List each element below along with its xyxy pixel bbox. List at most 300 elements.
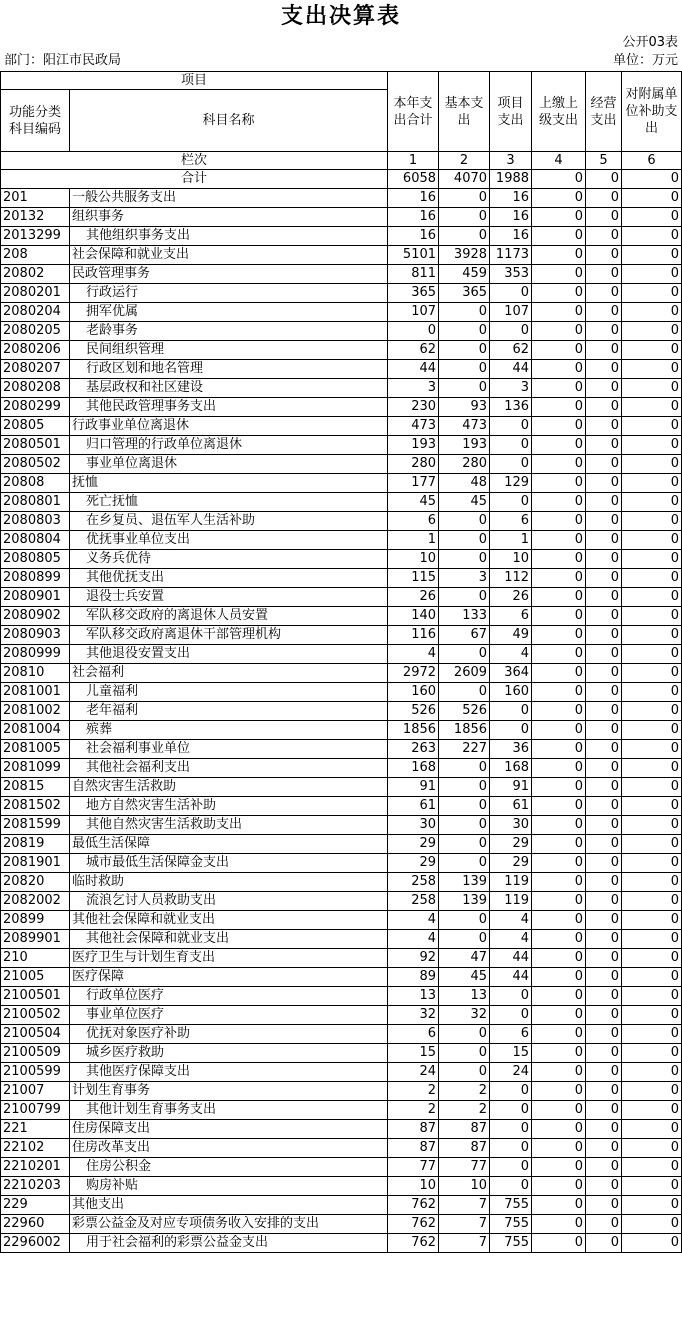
amount-cell: 0 [622, 1139, 682, 1158]
amount-cell: 459 [439, 265, 490, 284]
table-row [1, 360, 682, 379]
amount-cell: 0 [622, 987, 682, 1006]
amount-cell: 353 [490, 265, 532, 284]
subject-code: 2080201 [1, 284, 70, 303]
amount-cell: 0 [532, 816, 586, 835]
amount-cell: 0 [586, 189, 622, 208]
amount-cell: 0 [622, 1215, 682, 1234]
amount-cell: 0 [439, 816, 490, 835]
amount-cell: 0 [532, 360, 586, 379]
amount-cell: 29 [388, 854, 439, 873]
amount-cell: 0 [586, 341, 622, 360]
amount-cell: 91 [490, 778, 532, 797]
subject-name: 老龄事务 [70, 322, 388, 341]
amount-cell: 2972 [388, 664, 439, 683]
subject-name: 自然灾害生活救助 [70, 778, 388, 797]
amount-cell: 87 [439, 1120, 490, 1139]
subject-code: 2080501 [1, 436, 70, 455]
amount-cell: 0 [622, 911, 682, 930]
amount-cell: 0 [532, 1196, 586, 1215]
amount-cell: 0 [622, 474, 682, 493]
amount-cell: 0 [532, 265, 586, 284]
table-row [1, 455, 682, 474]
amount-cell: 92 [388, 949, 439, 968]
table-row [1, 246, 682, 265]
table-row [1, 740, 682, 759]
amount-cell: 0 [622, 322, 682, 341]
amount-cell: 258 [388, 892, 439, 911]
amount-cell: 0 [532, 778, 586, 797]
amount-cell: 0 [490, 322, 532, 341]
amount-cell: 280 [439, 455, 490, 474]
amount-cell: 0 [622, 417, 682, 436]
subject-code: 20819 [1, 835, 70, 854]
subject-name: 义务兵优待 [70, 550, 388, 569]
subject-code: 22102 [1, 1139, 70, 1158]
amount-cell: 0 [622, 455, 682, 474]
amount-cell: 0 [532, 683, 586, 702]
amount-cell: 0 [532, 227, 586, 246]
subject-name: 最低生活保障 [70, 835, 388, 854]
amount-cell: 0 [532, 911, 586, 930]
amount-cell: 0 [532, 645, 586, 664]
amount-cell: 112 [490, 569, 532, 588]
amount-cell: 0 [586, 702, 622, 721]
subject-name: 社会福利事业单位 [70, 740, 388, 759]
amount-cell: 0 [586, 227, 622, 246]
table-row [1, 778, 682, 797]
amount-cell: 0 [586, 626, 622, 645]
table-row [1, 1006, 682, 1025]
amount-cell: 0 [586, 721, 622, 740]
subject-code: 2081599 [1, 816, 70, 835]
amount-cell: 139 [439, 873, 490, 892]
subject-code: 2080901 [1, 588, 70, 607]
amount-cell: 26 [490, 588, 532, 607]
amount-cell: 0 [622, 892, 682, 911]
amount-cell: 32 [439, 1006, 490, 1025]
table-row [1, 341, 682, 360]
amount-cell: 0 [586, 778, 622, 797]
table-row [1, 930, 682, 949]
subject-name: 彩票公益金及对应专项债务收入安排的支出 [70, 1215, 388, 1234]
subject-code: 2080204 [1, 303, 70, 322]
amount-cell: 0 [586, 474, 622, 493]
amount-cell: 45 [439, 493, 490, 512]
subject-code: 2080899 [1, 569, 70, 588]
amount-cell: 0 [439, 227, 490, 246]
amount-cell: 0 [532, 626, 586, 645]
amount-cell: 133 [439, 607, 490, 626]
amount-cell: 0 [586, 835, 622, 854]
amount-cell: 0 [532, 436, 586, 455]
amount-cell: 0 [586, 246, 622, 265]
amount-cell: 0 [622, 702, 682, 721]
amount-cell: 0 [622, 360, 682, 379]
header-col-6: 对附属单位补助支出 [622, 72, 682, 152]
amount-cell: 0 [439, 778, 490, 797]
amount-cell: 0 [532, 930, 586, 949]
amount-cell: 0 [532, 550, 586, 569]
amount-cell: 0 [586, 303, 622, 322]
subject-code: 20815 [1, 778, 70, 797]
table-row [1, 588, 682, 607]
subject-name: 计划生育事务 [70, 1082, 388, 1101]
amount-cell: 29 [490, 854, 532, 873]
subject-name: 基层政权和社区建设 [70, 379, 388, 398]
amount-cell: 0 [622, 569, 682, 588]
amount-cell: 0 [439, 835, 490, 854]
amount-cell: 0 [622, 493, 682, 512]
subject-code: 2082002 [1, 892, 70, 911]
subject-code: 20810 [1, 664, 70, 683]
amount-cell: 0 [622, 379, 682, 398]
amount-cell: 7 [439, 1215, 490, 1234]
amount-cell: 0 [490, 436, 532, 455]
amount-cell: 16 [388, 189, 439, 208]
amount-cell: 755 [490, 1215, 532, 1234]
subject-code: 2210201 [1, 1158, 70, 1177]
amount-cell: 0 [532, 246, 586, 265]
amount-cell: 119 [490, 873, 532, 892]
amount-cell: 15 [490, 1044, 532, 1063]
col-num-5: 5 [586, 152, 622, 170]
header-code: 功能分类科目编码 [1, 90, 70, 152]
amount-cell: 6 [388, 1025, 439, 1044]
amount-cell: 0 [532, 949, 586, 968]
table-row [1, 417, 682, 436]
amount-cell: 0 [532, 341, 586, 360]
subject-name: 临时救助 [70, 873, 388, 892]
subject-code: 2080502 [1, 455, 70, 474]
amount-cell: 3928 [439, 246, 490, 265]
amount-cell: 0 [439, 930, 490, 949]
amount-cell: 4 [490, 911, 532, 930]
amount-cell: 0 [490, 1177, 532, 1196]
amount-cell: 0 [439, 303, 490, 322]
amount-cell: 0 [586, 607, 622, 626]
amount-cell: 116 [388, 626, 439, 645]
amount-cell: 0 [586, 455, 622, 474]
amount-cell: 0 [586, 588, 622, 607]
amount-cell: 0 [586, 550, 622, 569]
subject-code: 2100502 [1, 1006, 70, 1025]
amount-cell: 0 [586, 1120, 622, 1139]
subject-code: 2081001 [1, 683, 70, 702]
amount-cell: 0 [532, 892, 586, 911]
subject-name: 其他社会保障和就业支出 [70, 911, 388, 930]
subject-name: 其他支出 [70, 1196, 388, 1215]
subject-name: 医疗保障 [70, 968, 388, 987]
subject-name: 其他医疗保障支出 [70, 1063, 388, 1082]
total-value: 0 [532, 170, 586, 189]
amount-cell: 4 [490, 645, 532, 664]
amount-cell: 280 [388, 455, 439, 474]
table-row [1, 436, 682, 455]
subject-code: 2089901 [1, 930, 70, 949]
amount-cell: 0 [622, 835, 682, 854]
subject-name: 其他社会保障和就业支出 [70, 930, 388, 949]
amount-cell: 61 [490, 797, 532, 816]
amount-cell: 0 [586, 1101, 622, 1120]
amount-cell: 0 [586, 417, 622, 436]
subject-name: 事业单位离退休 [70, 455, 388, 474]
amount-cell: 0 [586, 892, 622, 911]
table-row [1, 1234, 682, 1253]
amount-cell: 762 [388, 1215, 439, 1234]
amount-cell: 0 [586, 854, 622, 873]
total-value: 0 [622, 170, 682, 189]
amount-cell: 0 [439, 645, 490, 664]
amount-cell: 0 [532, 759, 586, 778]
table-row [1, 645, 682, 664]
amount-cell: 0 [532, 588, 586, 607]
amount-cell: 0 [532, 474, 586, 493]
subject-name: 拥军优属 [70, 303, 388, 322]
amount-cell: 0 [622, 740, 682, 759]
table-row [1, 1158, 682, 1177]
total-label: 合计 [1, 170, 388, 189]
amount-cell: 0 [622, 721, 682, 740]
amount-cell: 0 [532, 1120, 586, 1139]
table-row [1, 759, 682, 778]
amount-cell: 10 [388, 1177, 439, 1196]
amount-cell: 0 [586, 531, 622, 550]
subject-name: 其他优抚支出 [70, 569, 388, 588]
subject-name: 行政区划和地名管理 [70, 360, 388, 379]
amount-cell: 3 [439, 569, 490, 588]
amount-cell: 119 [490, 892, 532, 911]
amount-cell: 6 [490, 1025, 532, 1044]
amount-cell: 107 [388, 303, 439, 322]
subject-name: 一般公共服务支出 [70, 189, 388, 208]
amount-cell: 0 [622, 512, 682, 531]
amount-cell: 0 [622, 189, 682, 208]
total-value: 1988 [490, 170, 532, 189]
table-row [1, 322, 682, 341]
amount-cell: 0 [532, 379, 586, 398]
amount-cell: 230 [388, 398, 439, 417]
amount-cell: 0 [586, 208, 622, 227]
subject-name: 民政管理事务 [70, 265, 388, 284]
amount-cell: 0 [439, 588, 490, 607]
table-row [1, 379, 682, 398]
table-row [1, 189, 682, 208]
table-row [1, 1196, 682, 1215]
amount-cell: 0 [586, 740, 622, 759]
subject-code: 2081004 [1, 721, 70, 740]
subject-code: 22960 [1, 1215, 70, 1234]
amount-cell: 0 [586, 398, 622, 417]
amount-cell: 2 [439, 1082, 490, 1101]
subject-code: 221 [1, 1120, 70, 1139]
subject-code: 2080902 [1, 607, 70, 626]
amount-cell: 4 [388, 930, 439, 949]
amount-cell: 0 [586, 1177, 622, 1196]
amount-cell: 45 [388, 493, 439, 512]
table-row [1, 303, 682, 322]
subject-name: 民间组织管理 [70, 341, 388, 360]
subject-name: 事业单位医疗 [70, 1006, 388, 1025]
table-row [1, 968, 682, 987]
amount-cell: 4 [490, 930, 532, 949]
header-col-3: 项目支出 [490, 72, 532, 152]
amount-cell: 0 [490, 1082, 532, 1101]
amount-cell: 755 [490, 1196, 532, 1215]
amount-cell: 0 [532, 664, 586, 683]
amount-cell: 0 [622, 208, 682, 227]
amount-cell: 0 [586, 1025, 622, 1044]
amount-cell: 755 [490, 1234, 532, 1253]
amount-cell: 0 [490, 493, 532, 512]
amount-cell: 0 [586, 1044, 622, 1063]
unit-label: 单位：万元 [612, 53, 678, 68]
subject-code: 2100799 [1, 1101, 70, 1120]
table-row [1, 512, 682, 531]
amount-cell: 0 [532, 854, 586, 873]
amount-cell: 0 [490, 284, 532, 303]
subject-code: 20808 [1, 474, 70, 493]
amount-cell: 24 [490, 1063, 532, 1082]
amount-cell: 0 [532, 1101, 586, 1120]
amount-cell: 0 [439, 531, 490, 550]
amount-cell: 0 [586, 1139, 622, 1158]
subject-name: 殡葬 [70, 721, 388, 740]
subject-code: 2081005 [1, 740, 70, 759]
amount-cell: 0 [622, 1044, 682, 1063]
amount-cell: 0 [622, 265, 682, 284]
total-row [1, 170, 682, 189]
subject-name: 用于社会福利的彩票公益金支出 [70, 1234, 388, 1253]
subject-name: 其他计划生育事务支出 [70, 1101, 388, 1120]
amount-cell: 0 [439, 341, 490, 360]
table-row [1, 987, 682, 1006]
subject-name: 社会保障和就业支出 [70, 246, 388, 265]
subject-code: 2080801 [1, 493, 70, 512]
subject-code: 20802 [1, 265, 70, 284]
subject-name: 城市最低生活保障金支出 [70, 854, 388, 873]
subject-name: 其他自然灾害生活救助支出 [70, 816, 388, 835]
amount-cell: 107 [490, 303, 532, 322]
subject-code: 210 [1, 949, 70, 968]
amount-cell: 0 [586, 1234, 622, 1253]
amount-cell: 0 [532, 1158, 586, 1177]
amount-cell: 193 [439, 436, 490, 455]
amount-cell: 115 [388, 569, 439, 588]
amount-cell: 0 [490, 1158, 532, 1177]
amount-cell: 0 [439, 379, 490, 398]
amount-cell: 0 [532, 1234, 586, 1253]
amount-cell: 0 [586, 797, 622, 816]
amount-cell: 0 [622, 873, 682, 892]
subject-code: 2080208 [1, 379, 70, 398]
amount-cell: 67 [439, 626, 490, 645]
amount-cell: 77 [388, 1158, 439, 1177]
amount-cell: 1 [490, 531, 532, 550]
amount-cell: 811 [388, 265, 439, 284]
amount-cell: 0 [586, 949, 622, 968]
amount-cell: 0 [622, 949, 682, 968]
amount-cell: 5101 [388, 246, 439, 265]
amount-cell: 227 [439, 740, 490, 759]
amount-cell: 6 [388, 512, 439, 531]
amount-cell: 0 [622, 531, 682, 550]
amount-cell: 140 [388, 607, 439, 626]
header-col-1: 本年支出合计 [388, 72, 439, 152]
amount-cell: 0 [622, 588, 682, 607]
subject-name: 组织事务 [70, 208, 388, 227]
amount-cell: 89 [388, 968, 439, 987]
amount-cell: 0 [532, 1139, 586, 1158]
col-num-1: 1 [388, 152, 439, 170]
table-row [1, 835, 682, 854]
amount-cell: 0 [622, 683, 682, 702]
header-name: 科目名称 [70, 90, 388, 152]
amount-cell: 364 [490, 664, 532, 683]
amount-cell: 0 [490, 987, 532, 1006]
amount-cell: 0 [532, 208, 586, 227]
table-row [1, 626, 682, 645]
amount-cell: 0 [532, 873, 586, 892]
amount-cell: 0 [439, 1044, 490, 1063]
table-row [1, 493, 682, 512]
amount-cell: 0 [622, 626, 682, 645]
table-row [1, 721, 682, 740]
amount-cell: 0 [532, 531, 586, 550]
subject-name: 优抚对象医疗补助 [70, 1025, 388, 1044]
table-row [1, 1082, 682, 1101]
amount-cell: 0 [586, 911, 622, 930]
amount-cell: 30 [490, 816, 532, 835]
amount-cell: 0 [622, 854, 682, 873]
subject-code: 2081002 [1, 702, 70, 721]
table-row [1, 531, 682, 550]
amount-cell: 10 [388, 550, 439, 569]
subject-code: 2080903 [1, 626, 70, 645]
amount-cell: 26 [388, 588, 439, 607]
amount-cell: 0 [622, 284, 682, 303]
amount-cell: 13 [388, 987, 439, 1006]
amount-cell: 44 [490, 949, 532, 968]
amount-cell: 0 [586, 968, 622, 987]
amount-cell: 0 [622, 1006, 682, 1025]
amount-cell: 0 [532, 1006, 586, 1025]
subject-name: 军队移交政府离退休干部管理机构 [70, 626, 388, 645]
amount-cell: 0 [586, 664, 622, 683]
amount-cell: 0 [490, 1101, 532, 1120]
subject-code: 229 [1, 1196, 70, 1215]
table-row [1, 1101, 682, 1120]
amount-cell: 29 [388, 835, 439, 854]
amount-cell: 0 [490, 1120, 532, 1139]
amount-cell: 0 [532, 797, 586, 816]
amount-cell: 24 [388, 1063, 439, 1082]
amount-cell: 0 [622, 1158, 682, 1177]
subject-name: 社会福利 [70, 664, 388, 683]
amount-cell: 0 [586, 683, 622, 702]
amount-cell: 0 [532, 1177, 586, 1196]
amount-cell: 526 [388, 702, 439, 721]
amount-cell: 0 [532, 284, 586, 303]
amount-cell: 0 [532, 1063, 586, 1082]
amount-cell: 0 [532, 417, 586, 436]
amount-cell: 0 [532, 1082, 586, 1101]
amount-cell: 0 [586, 379, 622, 398]
amount-cell: 0 [532, 1215, 586, 1234]
amount-cell: 0 [586, 1215, 622, 1234]
amount-cell: 160 [490, 683, 532, 702]
amount-cell: 0 [586, 816, 622, 835]
